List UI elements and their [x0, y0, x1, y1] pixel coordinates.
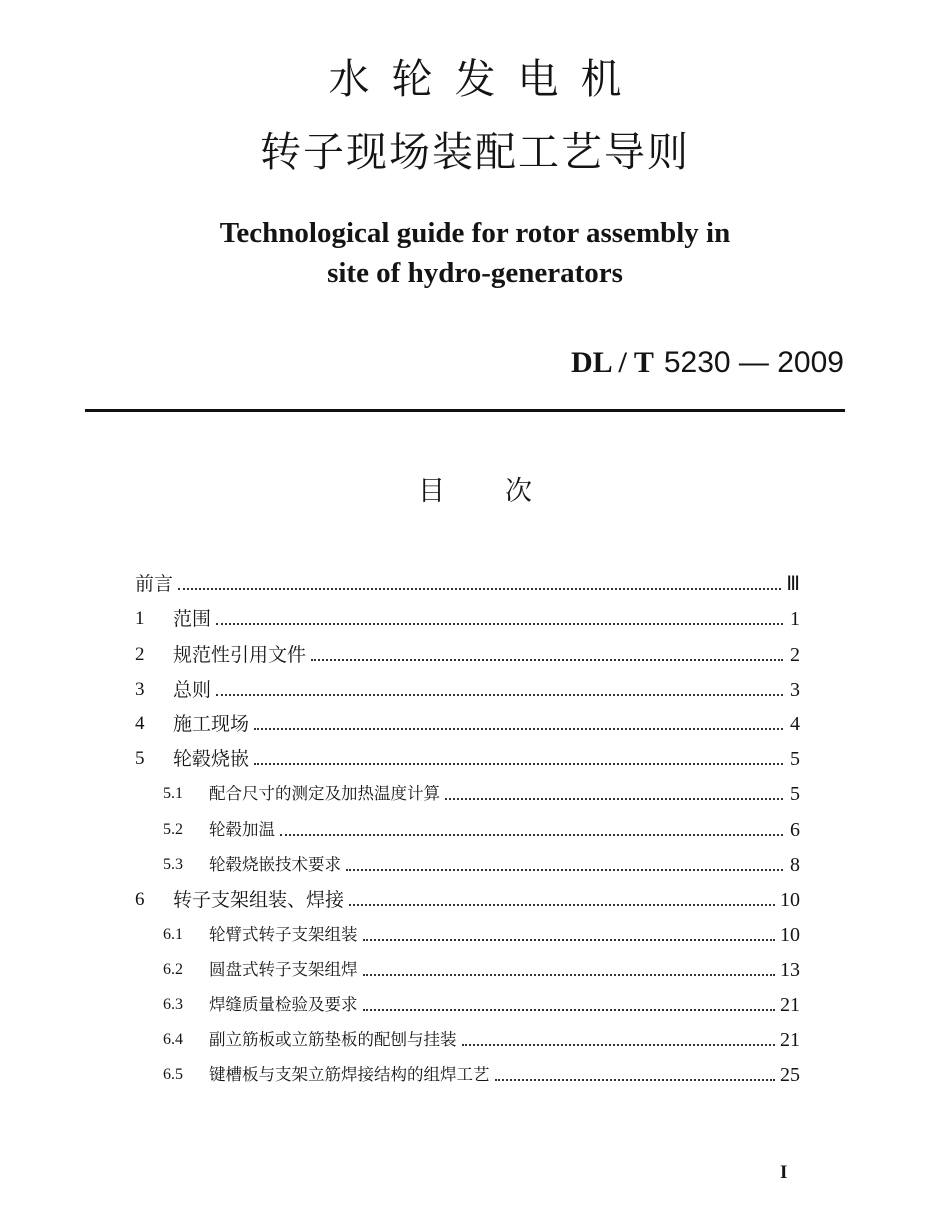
toc-entry-label: 规范性引用文件 [173, 644, 307, 666]
toc-entry-page: Ⅲ [786, 573, 800, 595]
toc-entry-number: 6 [135, 889, 145, 910]
toc-dot-leader [254, 728, 783, 730]
toc-entry-page: 1 [790, 608, 800, 630]
toc-entry-label: 轮毂加温 [209, 820, 275, 839]
toc-entry [0, 737, 950, 772]
toc-entry-label: 轮臂式转子支架组装 [209, 925, 358, 944]
toc-entry-page: 10 [780, 889, 800, 911]
toc-entry [0, 633, 950, 668]
toc-dot-leader [495, 1079, 776, 1081]
page-folio: I [780, 1162, 788, 1183]
toc-entry-label: 总则 [173, 679, 212, 701]
toc-entry-page: 21 [780, 1029, 800, 1051]
toc-entry-label: 副立筋板或立筋垫板的配刨与挂装 [209, 1030, 457, 1049]
toc-entry-label: 前言 [135, 573, 174, 595]
toc-dot-leader [346, 869, 783, 871]
toc-entry-label: 轮毂烧嵌技术要求 [209, 855, 341, 874]
toc-entry-page: 2 [790, 644, 800, 666]
toc-entry-page: 6 [790, 819, 800, 841]
table-of-contents [0, 562, 950, 1086]
standard-code: DL / T [571, 346, 654, 379]
title-chinese-line2: 转子现场装配工艺导则 [260, 128, 690, 176]
toc-entry [0, 1018, 950, 1053]
toc-entry [0, 983, 950, 1018]
toc-entry [0, 913, 950, 948]
toc-entry-page: 10 [780, 924, 800, 946]
toc-entry-number: 1 [135, 608, 145, 629]
toc-entry [0, 878, 950, 913]
toc-dot-leader [363, 939, 776, 941]
standard-number-year: 5230 — 2009 [663, 346, 844, 379]
toc-entry-page: 3 [790, 679, 800, 701]
toc-entry-label: 配合尺寸的测定及加热温度计算 [209, 784, 440, 803]
toc-entry-page: 21 [780, 994, 800, 1016]
toc-entry-number: 5.2 [163, 821, 183, 838]
toc-entry-label: 轮毂烧嵌 [173, 748, 250, 770]
toc-entry-page: 4 [790, 713, 800, 735]
toc-entry [0, 948, 950, 983]
toc-entry [0, 702, 950, 737]
toc-entry [0, 1053, 950, 1088]
toc-dot-leader [280, 834, 783, 836]
toc-dot-leader [254, 763, 783, 765]
toc-entry-page: 13 [780, 959, 800, 981]
toc-dot-leader [216, 623, 783, 625]
standard-number [571, 343, 844, 383]
toc-entry-label: 圆盘式转子支架组焊 [209, 960, 358, 979]
toc-entry-label: 转子支架组装、焊接 [173, 889, 345, 911]
toc-entry [0, 843, 950, 878]
toc-entry-number: 2 [135, 644, 145, 665]
toc-dot-leader [349, 904, 775, 906]
toc-entry-label: 焊缝质量检验及要求 [209, 995, 358, 1014]
toc-entry-number: 4 [135, 713, 145, 734]
toc-entry-number: 3 [135, 679, 145, 700]
toc-heading: 目次 [418, 476, 592, 507]
toc-entry-label: 键槽板与支架立筋焊接结构的组焊工艺 [209, 1065, 490, 1084]
toc-dot-leader [445, 798, 783, 800]
header-rule [85, 409, 845, 412]
toc-dot-leader [462, 1044, 776, 1046]
toc-entry-page: 8 [790, 854, 800, 876]
toc-entry-number: 6.3 [163, 996, 183, 1013]
toc-dot-leader [363, 1009, 776, 1011]
toc-entry-number: 6.2 [163, 961, 183, 978]
toc-entry-page: 5 [790, 748, 800, 770]
toc-entry-label: 范围 [173, 608, 212, 630]
toc-entry-number: 6.1 [163, 926, 183, 943]
title-english-line1: Technological guide for rotor assembly in [219, 217, 731, 249]
toc-entry [0, 597, 950, 632]
toc-dot-leader [363, 974, 776, 976]
toc-entry-page: 5 [790, 783, 800, 805]
toc-entry-number: 5.3 [163, 856, 183, 873]
toc-dot-leader [311, 659, 783, 661]
toc-entry [0, 562, 950, 597]
toc-dot-leader [178, 588, 781, 590]
toc-entry-number: 6.5 [163, 1066, 183, 1083]
title-chinese-line1: 水轮发电机 [328, 55, 644, 103]
toc-dot-leader [216, 694, 783, 696]
toc-entry-number: 6.4 [163, 1031, 183, 1048]
toc-entry-number: 5 [135, 748, 145, 769]
toc-entry-page: 25 [780, 1064, 800, 1086]
toc-entry [0, 668, 950, 703]
title-english-line2: site of hydro-generators [327, 257, 623, 289]
toc-entry [0, 808, 950, 843]
toc-entry-label: 施工现场 [173, 713, 250, 735]
toc-entry [0, 772, 950, 807]
toc-entry-number: 5.1 [163, 785, 183, 802]
